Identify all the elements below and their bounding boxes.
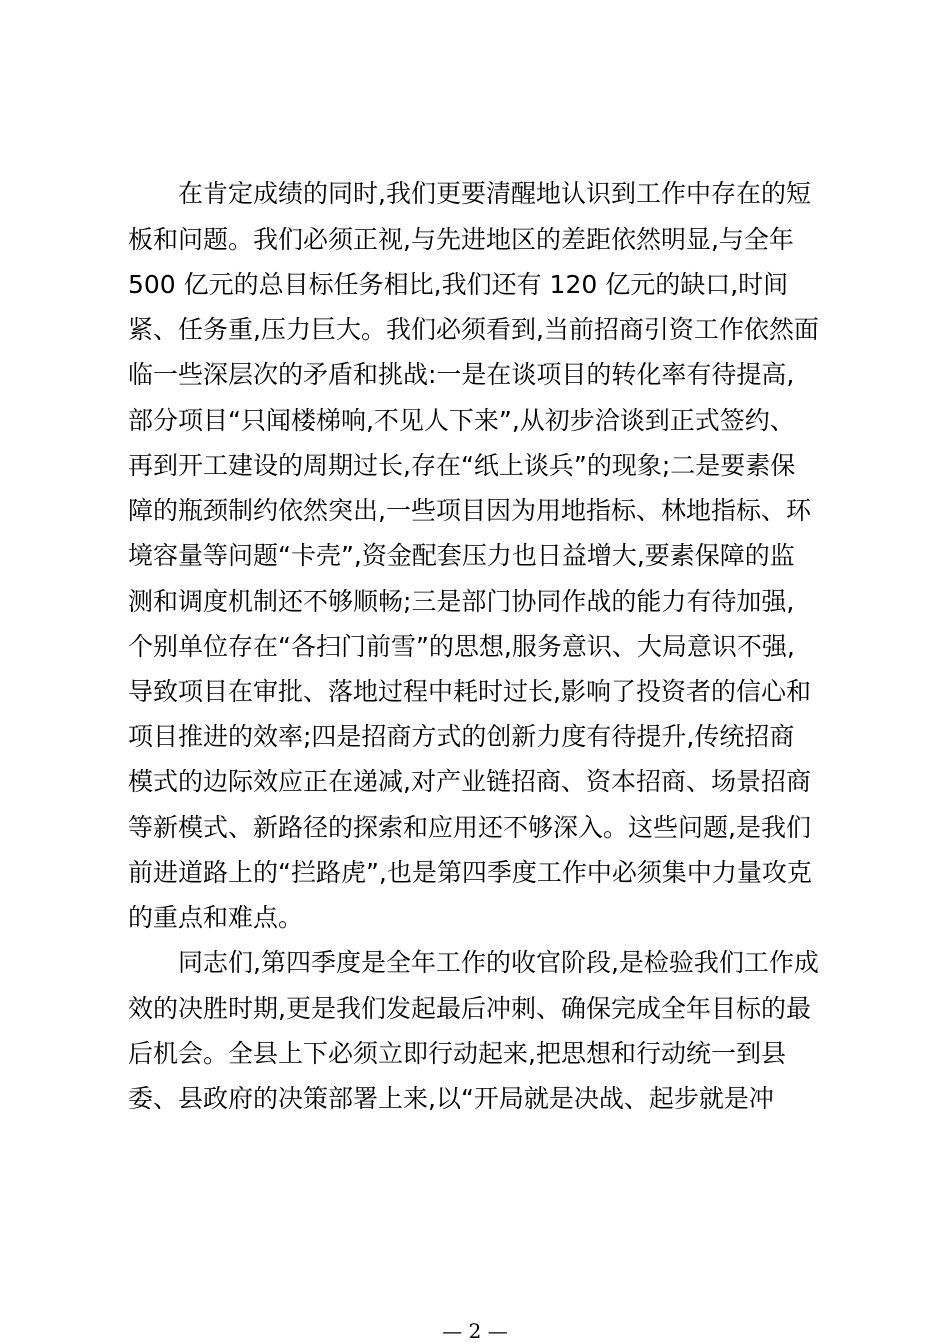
text-line: 模式的边际效应正在递减,对产业链招商、资本招商、场景招商 [128,767,811,796]
text-line: 再到开工建设的周期过长,存在“纸上谈兵”的现象;二是要素保 [128,451,796,480]
text-line: 委、县政府的决策部署上来,以“开局就是决战、起步就是冲 [128,1084,774,1113]
text-line: 障的瓶颈制约依然突出,一些项目因为用地指标、林地指标、环 [128,496,811,525]
text-line: 板和问题。我们必须正视,与先进地区的差距依然明显,与全年 [128,225,794,254]
text-line: 同志们,第四季度是全年工作的收官阶段,是检验我们工作成 [178,948,819,977]
text-line: 的重点和难点。 [128,903,304,932]
text-line: 临一些深层次的矛盾和挑战:一是在谈项目的转化率有待提高, [128,360,795,389]
text-line: 等新模式、新路径的探索和应用还不够深入。这些问题,是我们 [128,813,811,842]
text-line: 境容量等问题“卡壳”,资金配套压力也日益增大,要素保障的监 [128,541,795,570]
page-number: — 2 — [442,1319,508,1343]
text-line: 效的决胜时期,更是我们发起最后冲刺、确保完成全年目标的最 [128,994,811,1023]
text-line: 测和调度机制还不够顺畅;三是部门协同作战的能力有待加强, [128,587,795,616]
text-line: 个别单位存在“各扫门前雪”的思想,服务意识、大局意识不强, [128,632,795,661]
text-line: 前进道路上的“拦路虎”,也是第四季度工作中必须集中力量攻克 [128,858,812,887]
text-line: 项目推进的效率;四是招商方式的创新力度有待提升,传统招商 [128,722,795,751]
text-line: 部分项目“只闻楼梯响,不见人下来”,从初步洽谈到正式签约、 [128,406,795,435]
text-line: 后机会。全县上下必须立即行动起来,把思想和行动统一到县 [128,1039,786,1068]
text-line: 导致项目在审批、落地过程中耗时过长,影响了投资者的信心和 [128,677,811,706]
text-line: 500 亿元的总目标任务相比,我们还有 120 亿元的缺口,时间 [128,270,789,299]
text-line: 紧、任务重,压力巨大。我们必须看到,当前招商引资工作依然面 [128,315,819,344]
text-line: 在肯定成绩的同时,我们更要清醒地认识到工作中存在的短 [178,179,811,208]
